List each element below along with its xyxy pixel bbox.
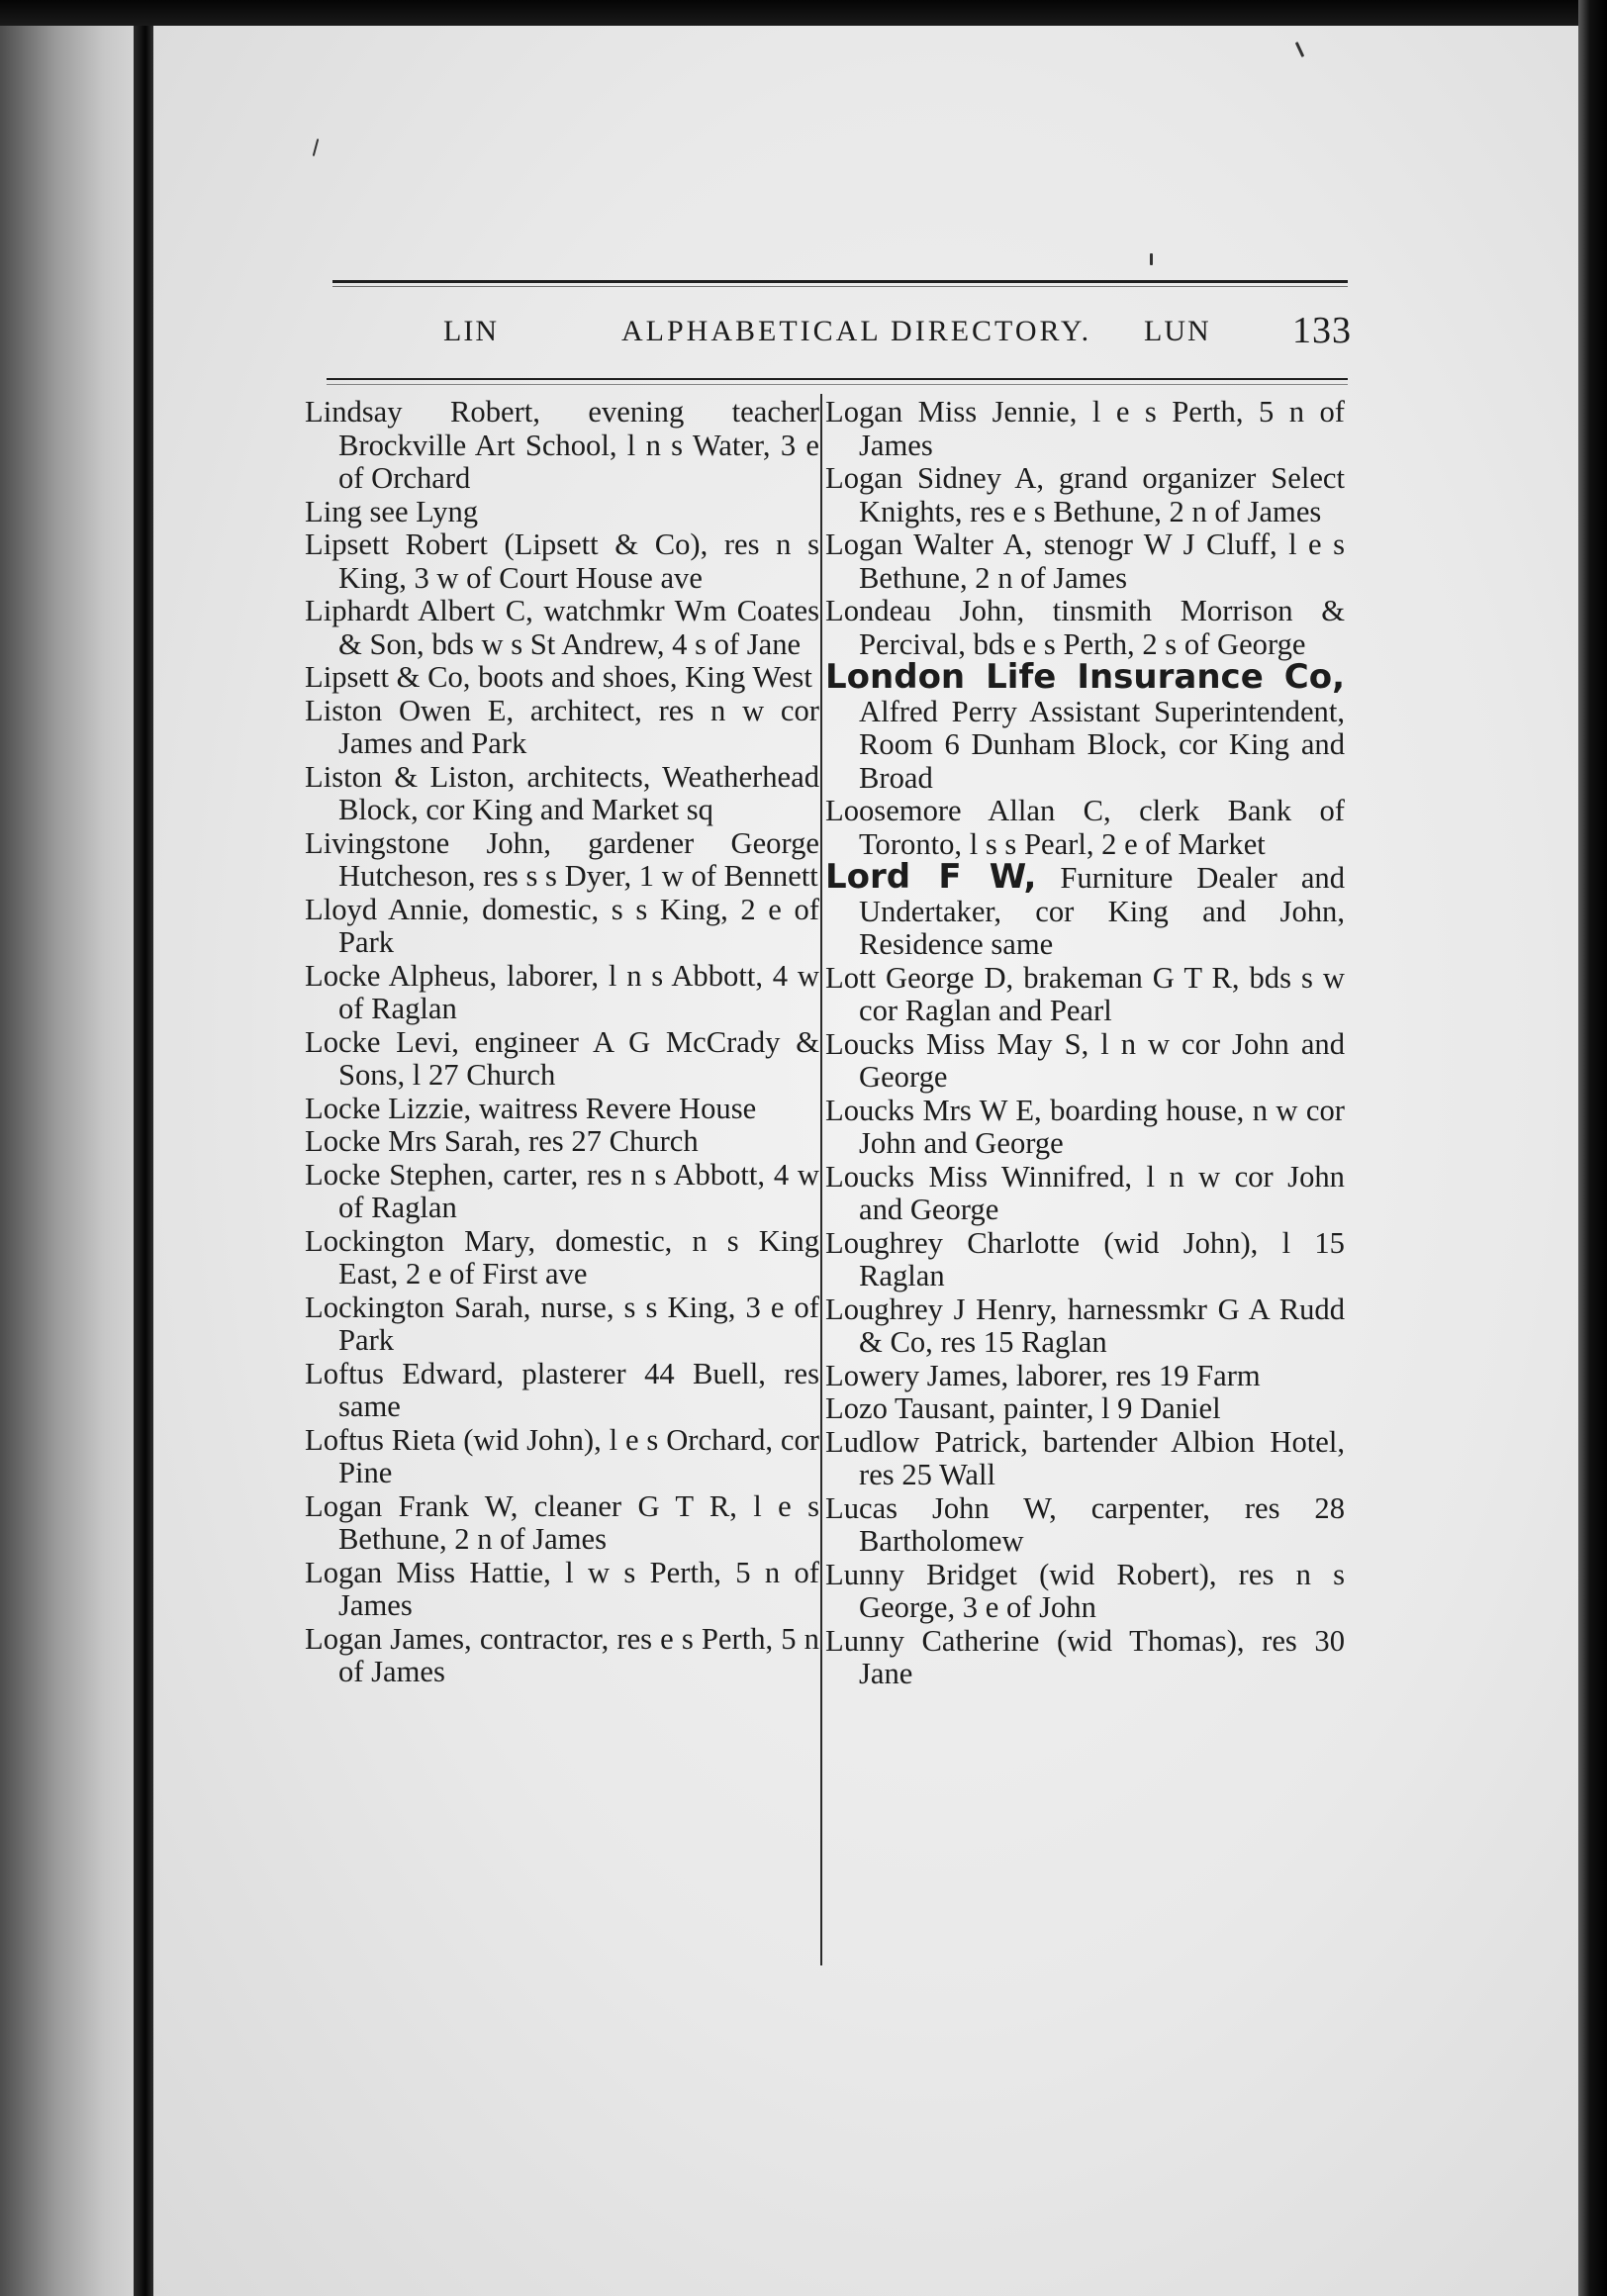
entry-details: carpenter, res 28 Bartholomew bbox=[859, 1490, 1345, 1558]
entry-name: Londeau John, bbox=[825, 594, 1025, 627]
entry-name: Loucks Mrs W E, bbox=[825, 1093, 1042, 1127]
header-bottom-rule bbox=[327, 378, 1348, 380]
entry-name: Locke Mrs Sarah, bbox=[305, 1124, 521, 1158]
directory-entry bbox=[305, 496, 819, 529]
directory-entry bbox=[825, 1095, 1345, 1161]
directory-entry bbox=[825, 528, 1345, 595]
entry-details: clerk Bank of Toronto, l s s Pearl, 2 e of Market bbox=[859, 794, 1345, 861]
entry-details: contractor, res e s Perth, 5 n of James bbox=[338, 1621, 819, 1688]
entry-name: Loosemore Allan C, bbox=[825, 794, 1111, 827]
entry-details: painter, l 9 Daniel bbox=[1002, 1391, 1221, 1425]
directory-entry bbox=[825, 396, 1345, 462]
directory-entry bbox=[305, 960, 819, 1026]
entry-details: nurse, s s King, 3 e of Park bbox=[338, 1290, 819, 1357]
entry-details: watchmkr Wm Coates & Son, bds w s St Andrew, 4 s of Jane bbox=[338, 594, 819, 661]
entry-details: (wid Robert), res n s George, 3 e of John bbox=[859, 1557, 1345, 1624]
directory-entry bbox=[305, 1623, 819, 1689]
column-divider bbox=[820, 394, 822, 1965]
entry-name: Liston Owen E, bbox=[305, 693, 515, 727]
entry-details: tinsmith Morrison & Percival, bds e s Perth, 2 s of George bbox=[859, 594, 1345, 661]
entry-name: Lunny Bridget bbox=[825, 1557, 1017, 1591]
directory-entry bbox=[825, 657, 1345, 795]
entry-name: Liston & Liston, bbox=[305, 759, 516, 794]
directory-entry bbox=[305, 894, 819, 960]
directory-entry bbox=[825, 1293, 1345, 1360]
entry-details: brakeman G T R, bds s w cor Raglan and Pearl bbox=[859, 960, 1345, 1027]
header-top-rule-thin bbox=[332, 286, 1348, 287]
entry-details: harnessmkr G A Rudd & Co, res 15 Raglan bbox=[859, 1292, 1345, 1359]
entry-name: Lowery James, bbox=[825, 1358, 1009, 1392]
directory-entry bbox=[825, 1492, 1345, 1559]
page-title: ALPHABETICAL DIRECTORY. bbox=[621, 315, 1092, 347]
directory-entry bbox=[305, 1424, 819, 1490]
entry-details: evening teacher Brockville Art School, l n s Water, 3 e of Orchard bbox=[338, 395, 819, 495]
entry-details: stenogr W J Cluff, l e s Bethune, 2 n of James bbox=[859, 527, 1345, 595]
directory-entry bbox=[305, 1292, 819, 1358]
entry-name: Loucks Miss Winnifred, bbox=[825, 1159, 1133, 1194]
entry-details: l e s Perth, 5 n of James bbox=[859, 395, 1345, 462]
directory-entry bbox=[305, 695, 819, 761]
directory-entry bbox=[825, 857, 1345, 962]
entry-details: domestic, n s King East, 2 e of First ave bbox=[338, 1223, 819, 1291]
book-gutter bbox=[134, 26, 155, 2296]
entry-name: Lott George D, bbox=[825, 960, 1014, 995]
entry-name: Logan James, bbox=[305, 1621, 472, 1656]
entry-name: Loucks Miss May S, bbox=[825, 1026, 1089, 1061]
entry-name: London Life Insurance Co, bbox=[825, 657, 1345, 697]
entry-details: gardener George Hutcheson, res s s Dyer, 1 w of Bennett bbox=[338, 825, 819, 893]
entry-details: domestic, s s King, 2 e of Park bbox=[338, 892, 819, 959]
header-top-rule bbox=[332, 280, 1348, 283]
entry-details: Alfred Perry Assistant Superintendent, Room 6 Dunham Block, cor King and Broad bbox=[859, 694, 1345, 795]
directory-entry bbox=[825, 1360, 1345, 1393]
entry-details: cleaner G T R, l e s Bethune, 2 n of James bbox=[338, 1488, 819, 1556]
facing-page-edge bbox=[0, 26, 139, 2296]
entry-name: Lozo Tausant, bbox=[825, 1391, 996, 1425]
entry-name: Loughrey J Henry, bbox=[825, 1292, 1058, 1326]
entry-details: (wid John), l e s Orchard, cor Pine bbox=[338, 1422, 819, 1489]
entry-details: res 27 Church bbox=[528, 1124, 699, 1158]
entry-details: laborer, res 19 Farm bbox=[1015, 1358, 1261, 1392]
directory-entry bbox=[305, 1026, 819, 1093]
entry-name: Lloyd Annie, bbox=[305, 892, 470, 926]
entry-details: (Lipsett & Co), res n s King, 3 w of Court House ave bbox=[338, 527, 819, 595]
entry-name: Logan Walter A, bbox=[825, 527, 1033, 561]
page-number: 133 bbox=[1292, 310, 1352, 351]
entry-details: l n w cor John and George bbox=[859, 1159, 1345, 1226]
directory-entry bbox=[305, 761, 819, 827]
directory-entry bbox=[825, 1227, 1345, 1293]
directory-entry bbox=[825, 462, 1345, 528]
entry-details: see Lyng bbox=[369, 494, 479, 528]
entry-details: boots and shoes, King West bbox=[478, 660, 812, 694]
entry-name: Lipsett & Co, bbox=[305, 660, 471, 694]
running-head-left: LIN bbox=[443, 315, 499, 347]
entry-name: Logan Frank W, bbox=[305, 1488, 519, 1523]
entry-details: architects, Weatherhead Block, cor King and Market sq bbox=[338, 759, 819, 826]
entry-details: (wid John), l 15 Raglan bbox=[859, 1225, 1345, 1292]
entry-name: Loughrey Charlotte bbox=[825, 1225, 1081, 1260]
entry-name: Locke Stephen, bbox=[305, 1157, 495, 1192]
entry-name: Lockington Mary, bbox=[305, 1223, 536, 1258]
header-bottom-rule-thin bbox=[327, 384, 1348, 385]
directory-entry bbox=[305, 396, 819, 496]
running-head-right: LUN bbox=[1144, 315, 1211, 347]
directory-entry bbox=[305, 1159, 819, 1225]
entry-name: Locke Lizzie, bbox=[305, 1091, 472, 1125]
directory-entry bbox=[305, 595, 819, 661]
entry-details: boarding house, n w cor John and George bbox=[859, 1093, 1345, 1160]
directory-entry bbox=[825, 962, 1345, 1028]
scan-right-border bbox=[1578, 0, 1607, 2296]
directory-entry bbox=[825, 795, 1345, 861]
entry-details: engineer A G McCrady & Sons, l 27 Church bbox=[338, 1024, 819, 1092]
entry-name: Locke Levi, bbox=[305, 1024, 459, 1059]
entry-name: Ling bbox=[305, 494, 362, 528]
scan-speck bbox=[1150, 253, 1153, 265]
entry-details: carter, res n s Abbott, 4 w of Raglan bbox=[338, 1157, 819, 1224]
entry-details: bartender Albion Hotel, res 25 Wall bbox=[859, 1424, 1345, 1491]
entry-name: Logan Miss Hattie, bbox=[305, 1555, 551, 1589]
directory-entry bbox=[825, 1426, 1345, 1492]
directory-entry bbox=[825, 1392, 1345, 1426]
entry-name: Logan Sidney A, bbox=[825, 461, 1044, 495]
entry-name: Loftus Edward, bbox=[305, 1356, 505, 1390]
entry-name: Lockington Sarah, bbox=[305, 1290, 531, 1324]
entry-details: waitress Revere House bbox=[478, 1091, 757, 1125]
directory-entry bbox=[305, 1125, 819, 1159]
directory-entry bbox=[305, 827, 819, 894]
directory-entry bbox=[825, 1559, 1345, 1625]
entry-details: architect, res n w cor James and Park bbox=[338, 693, 819, 760]
left-column bbox=[305, 396, 819, 1689]
directory-entry bbox=[305, 1093, 819, 1126]
directory-entry bbox=[825, 595, 1345, 661]
directory-entry bbox=[305, 1490, 819, 1557]
entry-name: Lunny Catherine bbox=[825, 1623, 1040, 1658]
entry-name: Liphardt Albert C, bbox=[305, 594, 533, 627]
entry-name: Lindsay Robert, bbox=[305, 395, 540, 429]
scan-top-border bbox=[0, 0, 1607, 26]
entry-name: Lucas John W, bbox=[825, 1490, 1057, 1525]
entry-details: l n w cor John and George bbox=[859, 1026, 1345, 1094]
directory-entry bbox=[305, 528, 819, 595]
entry-name: Ludlow Patrick, bbox=[825, 1424, 1028, 1459]
entry-details: grand organizer Select Knights, res e s Bethune, 2 n of James bbox=[859, 461, 1345, 528]
entry-name: Lipsett Robert bbox=[305, 527, 488, 561]
directory-entry bbox=[305, 1225, 819, 1292]
entry-name: Lord F W, bbox=[825, 857, 1037, 897]
entry-details: l w s Perth, 5 n of James bbox=[338, 1555, 819, 1622]
directory-entry bbox=[825, 1625, 1345, 1691]
directory-entry bbox=[825, 1161, 1345, 1227]
entry-name: Livingstone John, bbox=[305, 825, 551, 860]
entry-name: Locke Alpheus, bbox=[305, 958, 498, 993]
right-column bbox=[825, 396, 1345, 1691]
directory-entry bbox=[825, 1028, 1345, 1095]
entry-name: Loftus Rieta bbox=[305, 1422, 456, 1457]
entry-details: (wid Thomas), res 30 Jane bbox=[859, 1623, 1346, 1690]
entry-name: Logan Miss Jennie, bbox=[825, 395, 1078, 429]
directory-entry bbox=[305, 1358, 819, 1424]
entry-details: plasterer 44 Buell, res same bbox=[338, 1356, 819, 1423]
directory-entry bbox=[305, 661, 819, 695]
entry-details: laborer, l n s Abbott, 4 w of Raglan bbox=[338, 958, 819, 1025]
directory-entry bbox=[305, 1557, 819, 1623]
entry-details: Furniture Dealer and Undertaker, cor King and John, Residence same bbox=[859, 861, 1345, 961]
